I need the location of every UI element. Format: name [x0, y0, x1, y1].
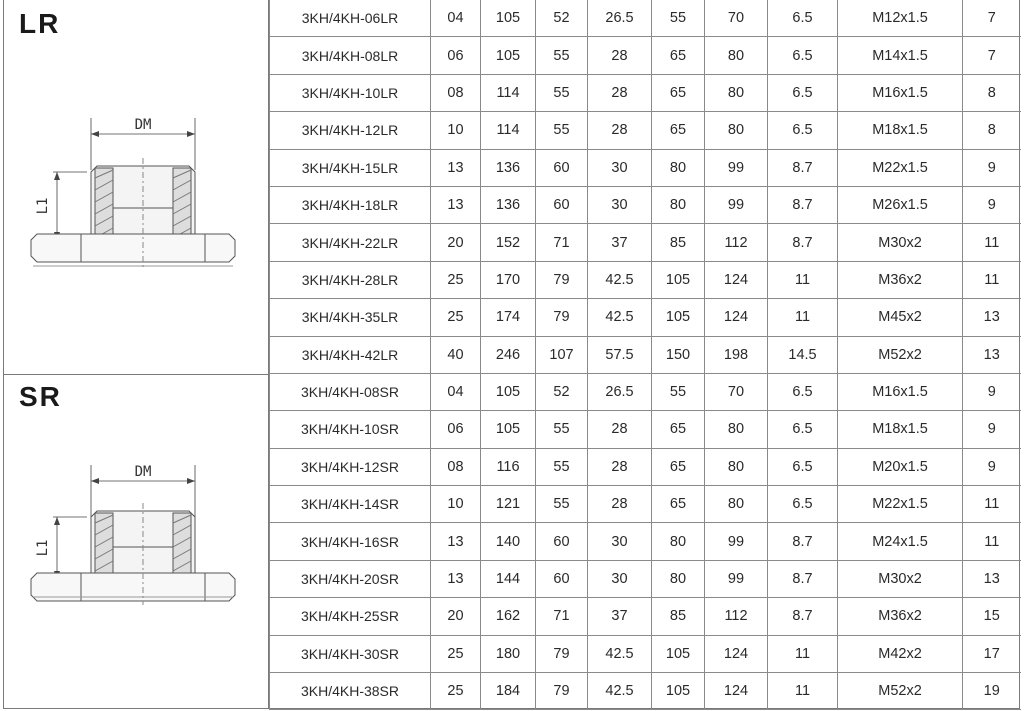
section-title-lr: LR: [19, 8, 61, 39]
value-cell: 107: [536, 336, 588, 373]
value-cell: 121: [481, 486, 536, 523]
value-cell: 80: [705, 74, 768, 111]
value-cell: 99: [705, 560, 768, 597]
value-cell: 26.5: [588, 373, 652, 410]
table-row: [270, 336, 1021, 373]
value-cell: M26x1.5: [838, 186, 963, 223]
value-cell: 9: [963, 411, 1021, 448]
value-cell: 80: [705, 411, 768, 448]
value-cell: 30: [588, 560, 652, 597]
value-cell: 71: [536, 224, 588, 261]
table-row: [270, 261, 1021, 298]
value-cell: 80: [705, 112, 768, 149]
value-cell: 9: [963, 448, 1021, 485]
sr-l1-label: L1: [35, 539, 51, 557]
value-cell: 180: [481, 635, 536, 672]
value-cell: 105: [652, 635, 705, 672]
value-cell: M16x1.5: [838, 74, 963, 111]
table-row: [270, 448, 1021, 485]
model-cell: 3KH/4KH-22LR: [270, 224, 431, 261]
value-cell: 13: [431, 523, 481, 560]
value-cell: 124: [705, 261, 768, 298]
lr-dimension-l1: [35, 172, 87, 240]
value-cell: 6.5: [768, 448, 838, 485]
value-cell: 105: [481, 373, 536, 410]
value-cell: 80: [705, 486, 768, 523]
value-cell: 11: [963, 261, 1021, 298]
value-cell: 6.5: [768, 37, 838, 74]
value-cell: 13: [431, 186, 481, 223]
value-cell: 40: [431, 336, 481, 373]
value-cell: 65: [652, 37, 705, 74]
value-cell: 57.5: [588, 336, 652, 373]
value-cell: 144: [481, 560, 536, 597]
table-row: [270, 598, 1021, 635]
model-cell: 3KH/4KH-25SR: [270, 598, 431, 635]
value-cell: M30x2: [838, 560, 963, 597]
sr-dimension-l1: [35, 517, 87, 579]
value-cell: 28: [588, 74, 652, 111]
model-cell: 3KH/4KH-12LR: [270, 112, 431, 149]
model-cell: 3KH/4KH-10LR: [270, 74, 431, 111]
model-cell: 3KH/4KH-08LR: [270, 37, 431, 74]
value-cell: 152: [481, 224, 536, 261]
value-cell: 136: [481, 186, 536, 223]
model-cell: 3KH/4KH-08SR: [270, 373, 431, 410]
value-cell: 11: [963, 224, 1021, 261]
value-cell: M42x2: [838, 635, 963, 672]
value-cell: 8.7: [768, 560, 838, 597]
value-cell: 10: [431, 112, 481, 149]
value-cell: 37: [588, 598, 652, 635]
value-cell: M20x1.5: [838, 448, 963, 485]
model-cell: 3KH/4KH-30SR: [270, 635, 431, 672]
spec-table-body: [270, 0, 1021, 710]
value-cell: 150: [652, 336, 705, 373]
value-cell: 13: [431, 149, 481, 186]
value-cell: 105: [652, 673, 705, 710]
value-cell: 55: [536, 37, 588, 74]
value-cell: 13: [431, 560, 481, 597]
value-cell: 25: [431, 299, 481, 336]
value-cell: 9: [963, 373, 1021, 410]
model-cell: 3KH/4KH-16SR: [270, 523, 431, 560]
value-cell: 42.5: [588, 635, 652, 672]
value-cell: M12x1.5: [838, 0, 963, 37]
value-cell: 28: [588, 486, 652, 523]
value-cell: 105: [652, 299, 705, 336]
sr-section-panel: [3, 375, 269, 709]
value-cell: 8: [963, 112, 1021, 149]
value-cell: 13: [963, 336, 1021, 373]
value-cell: 11: [768, 635, 838, 672]
value-cell: 6.5: [768, 486, 838, 523]
value-cell: 246: [481, 336, 536, 373]
value-cell: 60: [536, 149, 588, 186]
value-cell: 11: [963, 523, 1021, 560]
value-cell: 136: [481, 149, 536, 186]
value-cell: 184: [481, 673, 536, 710]
value-cell: 80: [705, 37, 768, 74]
value-cell: 80: [652, 186, 705, 223]
value-cell: 08: [431, 448, 481, 485]
value-cell: 8.7: [768, 523, 838, 560]
value-cell: M18x1.5: [838, 411, 963, 448]
value-cell: 140: [481, 523, 536, 560]
value-cell: M36x2: [838, 261, 963, 298]
value-cell: 42.5: [588, 261, 652, 298]
value-cell: 112: [705, 598, 768, 635]
value-cell: 112: [705, 224, 768, 261]
section-title-sr: SR: [19, 381, 62, 412]
value-cell: 80: [652, 523, 705, 560]
value-cell: 99: [705, 186, 768, 223]
value-cell: 65: [652, 411, 705, 448]
value-cell: 20: [431, 598, 481, 635]
value-cell: 105: [481, 411, 536, 448]
value-cell: 105: [481, 0, 536, 37]
value-cell: M30x2: [838, 224, 963, 261]
table-row: [270, 486, 1021, 523]
table-row: [270, 299, 1021, 336]
value-cell: 60: [536, 560, 588, 597]
lr-l1-label: L1: [35, 197, 51, 215]
value-cell: M52x2: [838, 673, 963, 710]
value-cell: 55: [536, 74, 588, 111]
lr-dm-label: DM: [134, 117, 152, 133]
value-cell: 162: [481, 598, 536, 635]
lr-fitting-drawing: [29, 108, 239, 268]
value-cell: 71: [536, 598, 588, 635]
value-cell: 70: [705, 373, 768, 410]
value-cell: 17: [963, 635, 1021, 672]
value-cell: 170: [481, 261, 536, 298]
value-cell: 114: [481, 74, 536, 111]
value-cell: 28: [588, 112, 652, 149]
model-cell: 3KH/4KH-15LR: [270, 149, 431, 186]
value-cell: 15: [963, 598, 1021, 635]
table-row: [270, 0, 1021, 37]
value-cell: 8.7: [768, 598, 838, 635]
value-cell: 42.5: [588, 673, 652, 710]
value-cell: 11: [963, 486, 1021, 523]
value-cell: M22x1.5: [838, 149, 963, 186]
value-cell: 99: [705, 149, 768, 186]
value-cell: 30: [588, 149, 652, 186]
value-cell: 25: [431, 673, 481, 710]
value-cell: 105: [652, 261, 705, 298]
value-cell: 65: [652, 486, 705, 523]
table-row: [270, 411, 1021, 448]
value-cell: 13: [963, 299, 1021, 336]
model-cell: 3KH/4KH-12SR: [270, 448, 431, 485]
value-cell: M16x1.5: [838, 373, 963, 410]
spec-table: [269, 0, 1021, 710]
table-row: [270, 112, 1021, 149]
table-row: [270, 149, 1021, 186]
value-cell: 65: [652, 448, 705, 485]
value-cell: 52: [536, 0, 588, 37]
model-cell: 3KH/4KH-20SR: [270, 560, 431, 597]
value-cell: 80: [705, 448, 768, 485]
value-cell: 79: [536, 673, 588, 710]
value-cell: 04: [431, 373, 481, 410]
value-cell: 198: [705, 336, 768, 373]
value-cell: 6.5: [768, 0, 838, 37]
value-cell: 85: [652, 598, 705, 635]
value-cell: 8.7: [768, 224, 838, 261]
value-cell: 14.5: [768, 336, 838, 373]
table-row: [270, 635, 1021, 672]
value-cell: 28: [588, 411, 652, 448]
value-cell: 174: [481, 299, 536, 336]
value-cell: 08: [431, 74, 481, 111]
value-cell: 9: [963, 149, 1021, 186]
value-cell: 7: [963, 0, 1021, 37]
value-cell: 116: [481, 448, 536, 485]
value-cell: 8: [963, 74, 1021, 111]
value-cell: 55: [536, 112, 588, 149]
value-cell: 06: [431, 37, 481, 74]
value-cell: 55: [536, 448, 588, 485]
value-cell: 124: [705, 673, 768, 710]
model-cell: 3KH/4KH-35LR: [270, 299, 431, 336]
value-cell: 6.5: [768, 112, 838, 149]
value-cell: 19: [963, 673, 1021, 710]
model-cell: 3KH/4KH-14SR: [270, 486, 431, 523]
value-cell: 10: [431, 486, 481, 523]
value-cell: 20: [431, 224, 481, 261]
value-cell: 65: [652, 74, 705, 111]
value-cell: 55: [652, 373, 705, 410]
value-cell: 70: [705, 0, 768, 37]
value-cell: 99: [705, 523, 768, 560]
value-cell: 6.5: [768, 411, 838, 448]
value-cell: M14x1.5: [838, 37, 963, 74]
value-cell: 04: [431, 0, 481, 37]
value-cell: 55: [536, 411, 588, 448]
value-cell: 8.7: [768, 149, 838, 186]
value-cell: M22x1.5: [838, 486, 963, 523]
value-cell: M36x2: [838, 598, 963, 635]
model-cell: 3KH/4KH-28LR: [270, 261, 431, 298]
model-cell: 3KH/4KH-42LR: [270, 336, 431, 373]
value-cell: 7: [963, 37, 1021, 74]
value-cell: 11: [768, 673, 838, 710]
table-row: [270, 523, 1021, 560]
value-cell: 28: [588, 37, 652, 74]
value-cell: 79: [536, 299, 588, 336]
value-cell: 37: [588, 224, 652, 261]
value-cell: 6.5: [768, 373, 838, 410]
lr-fitting-body: [31, 158, 235, 268]
sr-dimension-dm: [91, 464, 195, 517]
value-cell: 06: [431, 411, 481, 448]
value-cell: M45x2: [838, 299, 963, 336]
sr-fitting-drawing: [29, 455, 239, 615]
sr-fitting-body: [31, 503, 235, 605]
model-cell: 3KH/4KH-18LR: [270, 186, 431, 223]
value-cell: 55: [652, 0, 705, 37]
model-cell: 3KH/4KH-38SR: [270, 673, 431, 710]
value-cell: 65: [652, 112, 705, 149]
value-cell: 8.7: [768, 186, 838, 223]
value-cell: 11: [768, 299, 838, 336]
value-cell: 9: [963, 186, 1021, 223]
value-cell: 30: [588, 523, 652, 560]
value-cell: 80: [652, 149, 705, 186]
value-cell: 28: [588, 448, 652, 485]
value-cell: 60: [536, 186, 588, 223]
table-row: [270, 673, 1021, 710]
value-cell: 42.5: [588, 299, 652, 336]
table-row: [270, 37, 1021, 74]
lr-section-panel: [3, 0, 269, 375]
value-cell: 55: [536, 486, 588, 523]
value-cell: 60: [536, 523, 588, 560]
model-cell: 3KH/4KH-06LR: [270, 0, 431, 37]
value-cell: 13: [963, 560, 1021, 597]
value-cell: 52: [536, 373, 588, 410]
table-row: [270, 224, 1021, 261]
value-cell: 85: [652, 224, 705, 261]
value-cell: 124: [705, 299, 768, 336]
table-row: [270, 186, 1021, 223]
value-cell: M52x2: [838, 336, 963, 373]
value-cell: 6.5: [768, 74, 838, 111]
table-row: [270, 74, 1021, 111]
value-cell: 105: [481, 37, 536, 74]
value-cell: 80: [652, 560, 705, 597]
value-cell: M18x1.5: [838, 112, 963, 149]
value-cell: 114: [481, 112, 536, 149]
value-cell: 11: [768, 261, 838, 298]
value-cell: 26.5: [588, 0, 652, 37]
model-cell: 3KH/4KH-10SR: [270, 411, 431, 448]
value-cell: 30: [588, 186, 652, 223]
value-cell: M24x1.5: [838, 523, 963, 560]
value-cell: 79: [536, 635, 588, 672]
value-cell: 25: [431, 635, 481, 672]
value-cell: 124: [705, 635, 768, 672]
sr-dm-label: DM: [134, 464, 152, 480]
value-cell: 79: [536, 261, 588, 298]
table-row: [270, 560, 1021, 597]
value-cell: 25: [431, 261, 481, 298]
table-row: [270, 373, 1021, 410]
